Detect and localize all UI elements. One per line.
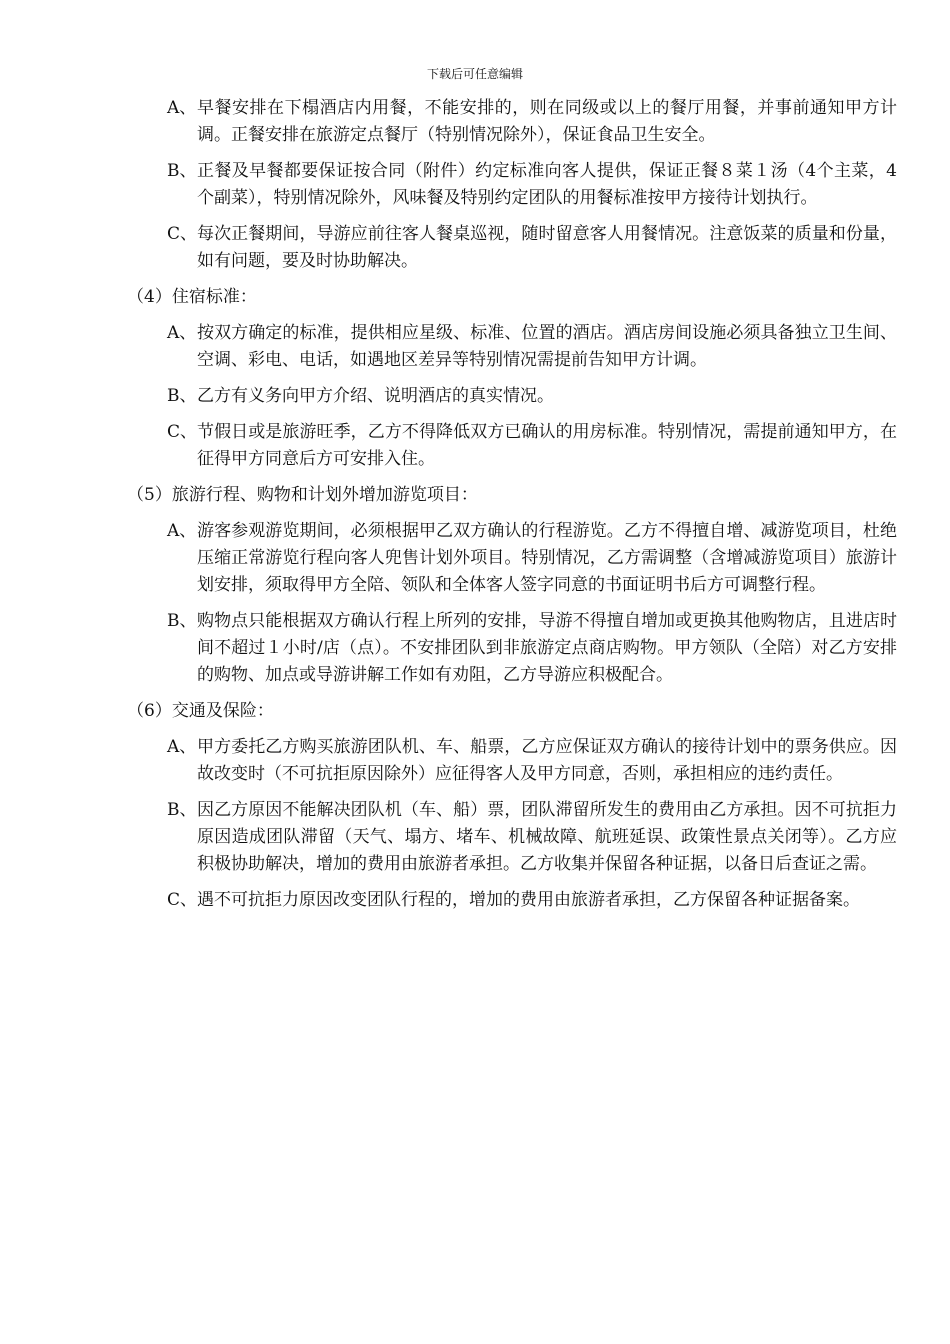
transport-item-c: [0, 883, 897, 919]
section-title-itinerary: （5）旅游行程、购物和计划外增加游览项目：: [127, 485, 478, 505]
accommodation-item-a: [0, 316, 897, 379]
item-text: 乙方有义务向甲方介绍、说明酒店的真实情况。: [197, 386, 554, 406]
transport-item-b: [0, 793, 897, 883]
meal-item-b: [0, 154, 897, 217]
item-text: 早餐安排在下榻酒店内用餐，不能安排的，则在同级或以上的餐厅用餐，并事前通知甲方计调。正餐安排在旅游定点餐厅（特别情况除外），保证食品卫生安全。: [197, 98, 897, 145]
transport-item-a: [0, 730, 897, 793]
item-letter: A、: [167, 521, 197, 541]
item-text: 遇不可抗拒力原因改变团队行程的，增加的费用由旅游者承担，乙方保留各种证据备案。: [197, 890, 860, 910]
item-letter: A、: [167, 737, 197, 757]
section-title-transport: （6）交通及保险：: [127, 701, 274, 721]
item-letter: A、: [167, 98, 197, 118]
item-text: 甲方委托乙方购买旅游团队机、车、船票，乙方应保证双方确认的接待计划中的票务供应。因故改变时（不可抗拒原因除外）应征得客人及甲方同意，否则，承担相应的违约责任。: [197, 737, 897, 784]
header-note: 下载后可任意编辑: [426, 67, 523, 81]
item-text: 按双方确定的标准，提供相应星级、标准、位置的酒店。酒店房间设施必须具备独立卫生间、空调、彩电、电话，如遇地区差异等特别情况需提前告知甲方计调。: [197, 323, 897, 370]
section-title-accommodation: （4）住宿标准：: [127, 287, 257, 307]
item-letter: B、: [167, 161, 197, 181]
item-letter: B、: [167, 800, 197, 820]
item-text: 节假日或是旅游旺季，乙方不得降低双方已确认的用房标准。特别情况，需提前通知甲方，在征得甲方同意后方可安排入住。: [197, 422, 897, 469]
item-text: 购物点只能根据双方确认行程上所列的安排，导游不得擅自增加或更换其他购物店，且进店时间不超过１小时/店（点）。不安排团队到非旅游定点商店购物。甲方领队（全陪）对乙方安排的购物、加点或导游讲解工作如有劝阻，乙方导游应积极配合。: [197, 611, 897, 685]
meal-item-c: [0, 217, 897, 280]
accommodation-item-c: [0, 415, 897, 478]
item-text: 游客参观游览期间，必须根据甲乙双方确认的行程游览。乙方不得擅自增、减游览项目，杜绝压缩正常游览行程向客人兜售计划外项目。特别情况，乙方需调整（含增减游览项目）旅游计划安排，须取得甲方全陪、领队和全体客人签字同意的书面证明书后方可调整行程。: [197, 521, 897, 595]
accommodation-item-b: [0, 379, 897, 415]
item-letter: A、: [167, 323, 197, 343]
item-letter: C、: [167, 890, 198, 910]
meal-item-a: [0, 91, 897, 154]
item-text: 正餐及早餐都要保证按合同（附件）约定标准向客人提供，保证正餐８菜１汤（4个主菜，4个副菜），特别情况除外，风味餐及特别约定团队的用餐标准按甲方接待计划执行。: [197, 161, 897, 208]
itinerary-item-a: [0, 514, 897, 604]
item-letter: C、: [167, 224, 198, 244]
item-letter: C、: [167, 422, 198, 442]
item-text: 因乙方原因不能解决团队机（车、船）票，团队滞留所发生的费用由乙方承担。因不可抗拒力原因造成团队滞留（天气、塌方、堵车、机械故障、航班延误、政策性景点关闭等）。乙方应积极协助解决，增加的费用由旅游者承担。乙方收集并保留各种证据，以备日后查证之需。: [197, 800, 897, 874]
item-letter: B、: [167, 386, 197, 406]
item-letter: B、: [167, 611, 197, 631]
itinerary-item-b: [0, 604, 897, 694]
item-text: 每次正餐期间，导游应前往客人餐桌巡视，随时留意客人用餐情况。注意饭菜的质量和份量，如有问题，要及时协助解决。: [197, 224, 897, 271]
document-body: [0, 91, 950, 919]
